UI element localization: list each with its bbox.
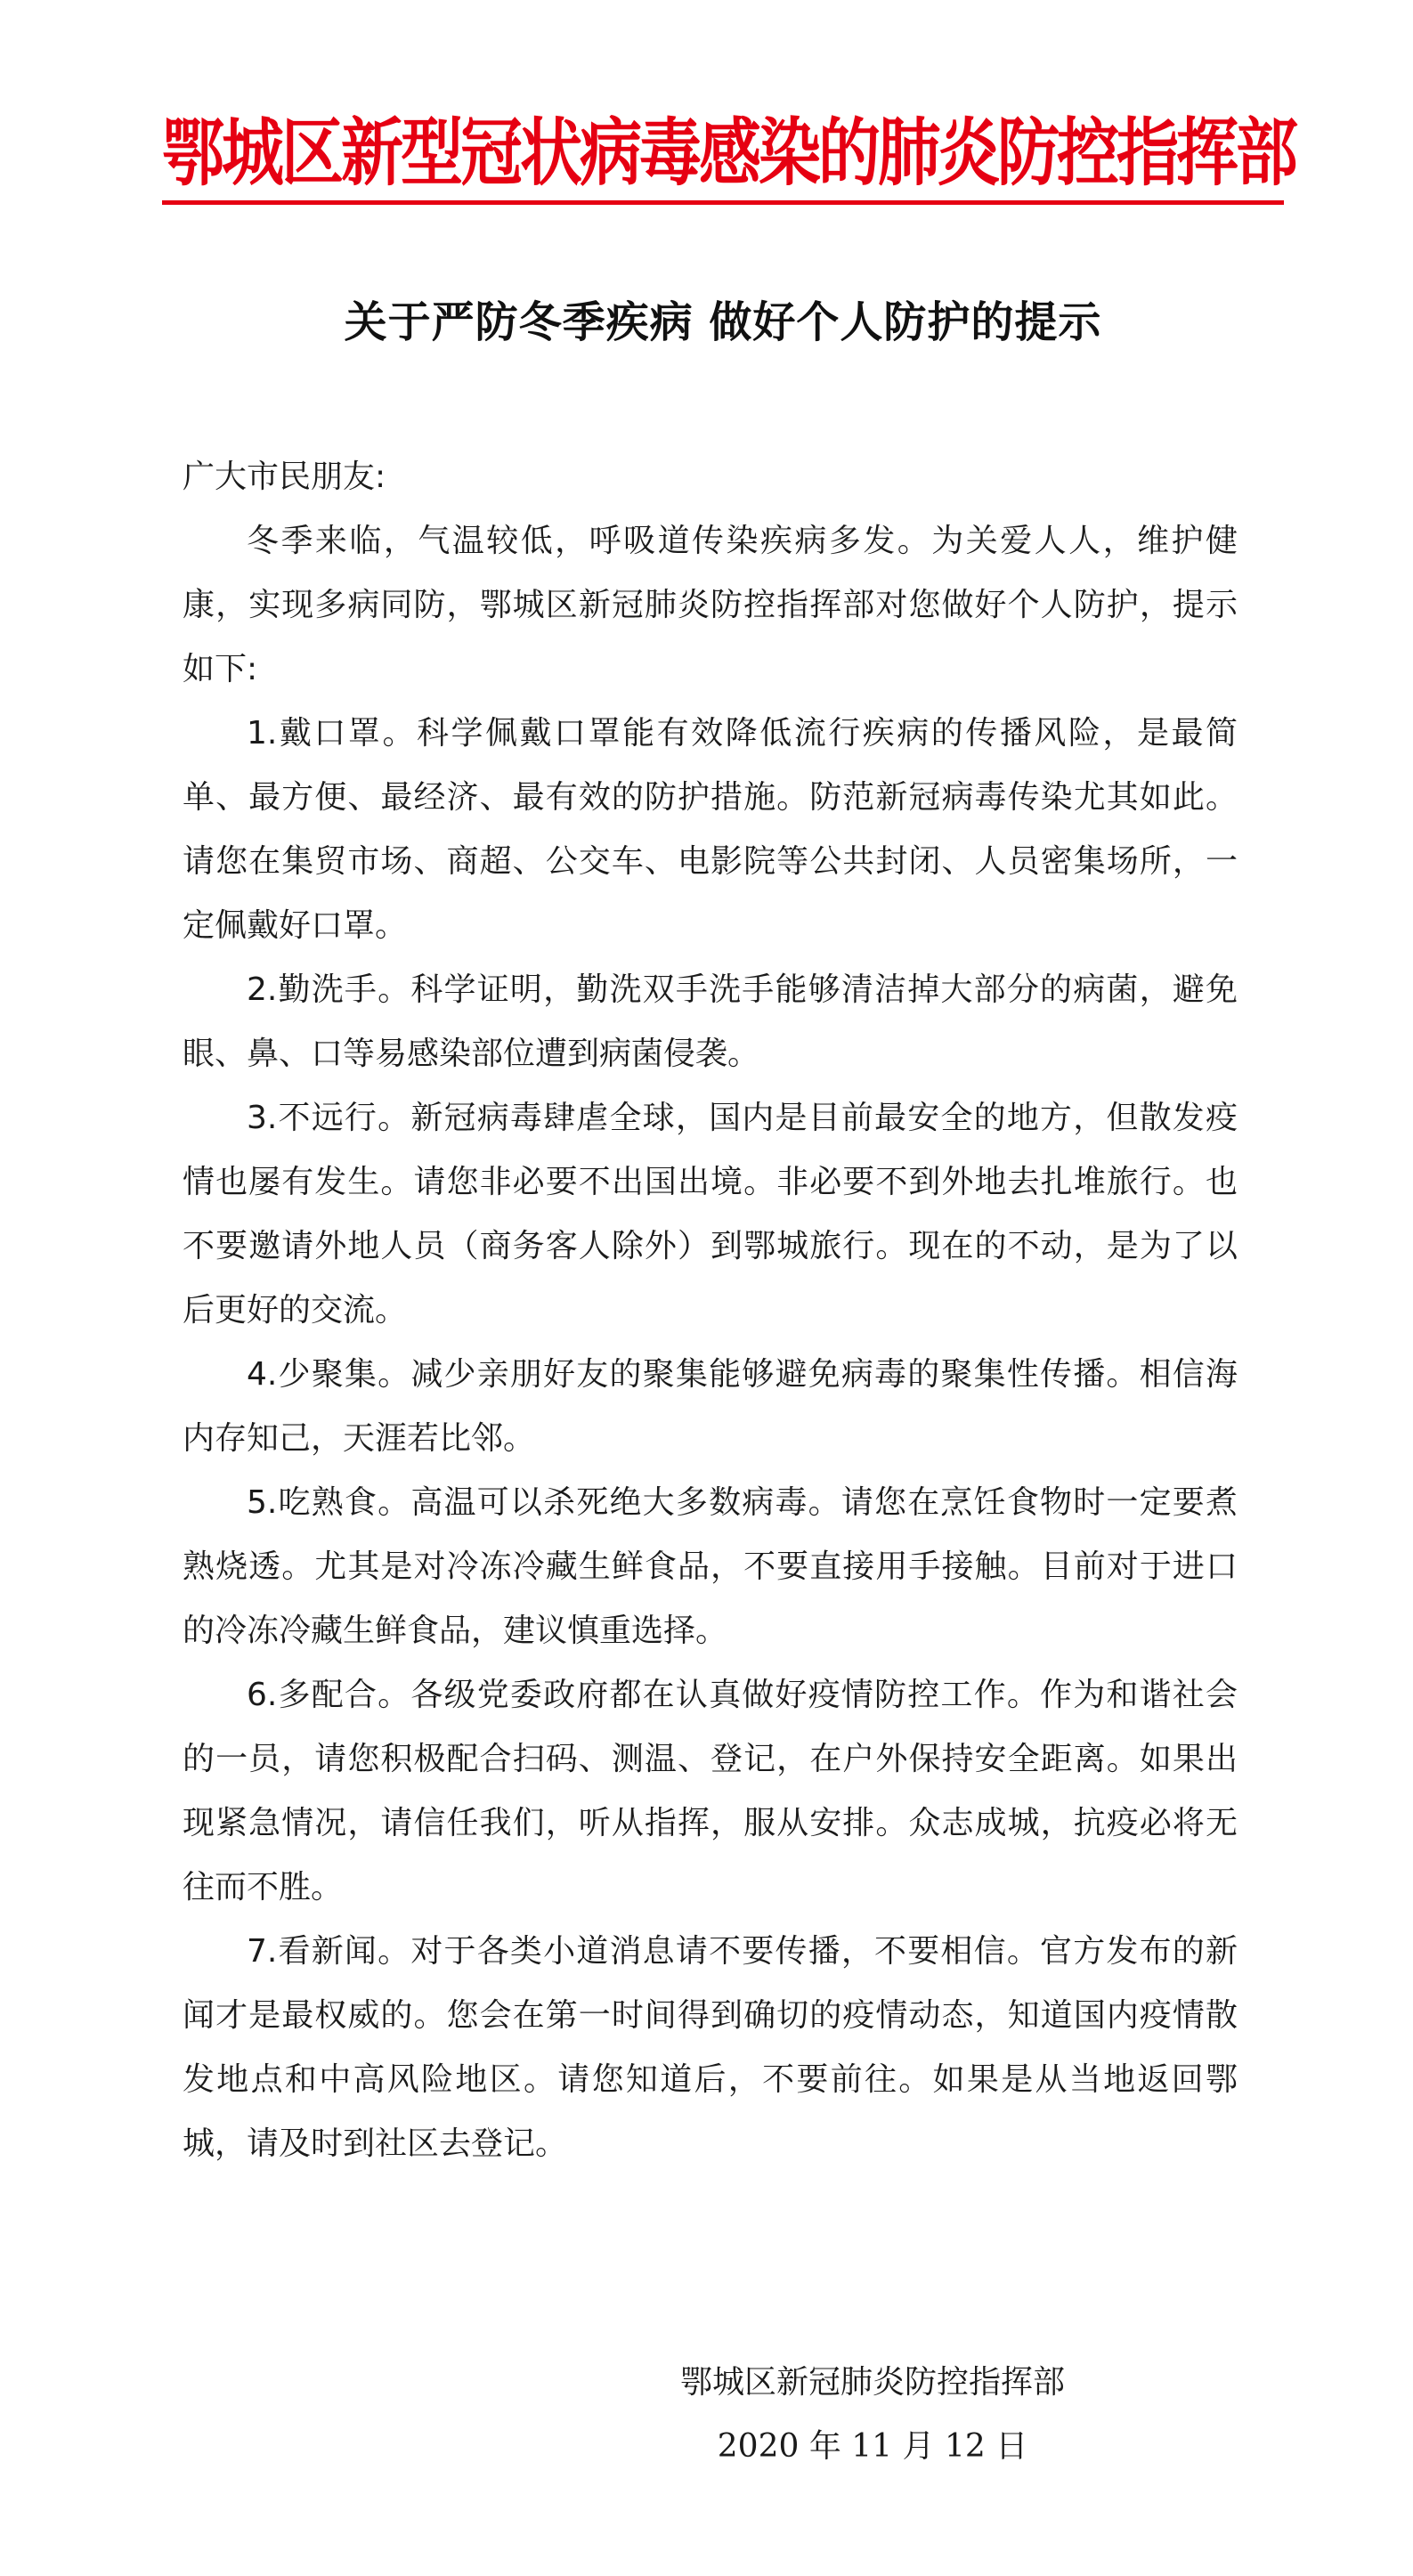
- tip-wash-hands: 2.勤洗手。科学证明，勤洗双手洗手能够清洁掉大部分的病菌，避免眼、鼻、口等易感染部位遭到病菌侵袭。: [183, 971, 1238, 1072]
- document-body: [183, 445, 1238, 2176]
- tip-cooperate: 6.多配合。各级党委政府都在认真做好疫情防控工作。作为和谐社会的一员，请您积极配合扫码、测温、登记，在户外保持安全距离。如果出现紧急情况，请信任我们，听从指挥，服从安排。众志成城，抗疫必将无往而不胜。: [183, 1677, 1238, 1906]
- salutation: 广大市民朋友:: [183, 459, 386, 495]
- document-header: [162, 107, 1295, 197]
- signature-block: [623, 2351, 1122, 2479]
- tip-avoid-gathering: 4.少聚集。减少亲朋好友的聚集能够避免病毒的聚集性传播。相信海内存知己，天涯若比邻。: [183, 1356, 1238, 1457]
- document-title: 关于严防冬季疾病 做好个人防护的提示: [344, 297, 1102, 347]
- tip-wear-mask: 1.戴口罩。科学佩戴口罩能有效降低流行疾病的传播风险，是最简单、最方便、最经济、最有效的防护措施。防范新冠病毒传染尤其如此。请您在集贸市场、商超、公交车、电影院等公共封闭、人员密集场所，一定佩戴好口罩。: [183, 715, 1238, 944]
- issuing-authority-title: 鄂城区新型冠状病毒感染的肺炎防控指挥部: [162, 109, 1295, 197]
- tip-cooked-food: 5.吃熟食。高温可以杀死绝大多数病毒。请您在烹饪食物时一定要煮熟烧透。尤其是对冷冻冷藏生鲜食品，不要直接用手接触。目前对于进口的冷冻冷藏生鲜食品，建议慎重选择。: [183, 1484, 1238, 1649]
- tip-follow-news: 7.看新闻。对于各类小道消息请不要传播，不要相信。官方发布的新闻才是最权威的。您会在第一时间得到确切的疫情动态，知道国内疫情散发地点和中高风险地区。请您知道后，不要前往。如果是从当地返回鄂城，请及时到社区去登记。: [183, 1933, 1238, 2162]
- tip-avoid-travel: 3.不远行。新冠病毒肆虐全球，国内是目前最安全的地方，但散发疫情也屡有发生。请您非必要不出国出境。非必要不到外地去扎堆旅行。也不要邀请外地人员（商务客人除外）到鄂城旅行。现在的不动，是为了以后更好的交流。: [183, 1100, 1238, 1329]
- intro-paragraph: 冬季来临，气温较低，呼吸道传染疾病多发。为关爱人人，维护健康，实现多病同防，鄂城区新冠肺炎防控指挥部对您做好个人防护，提示如下:: [183, 523, 1238, 687]
- header-red-rule: [162, 200, 1284, 205]
- signature-date: 2020 年 11 月 12 日: [717, 2428, 1028, 2465]
- signature-organization: 鄂城区新冠肺炎防控指挥部: [679, 2364, 1065, 2401]
